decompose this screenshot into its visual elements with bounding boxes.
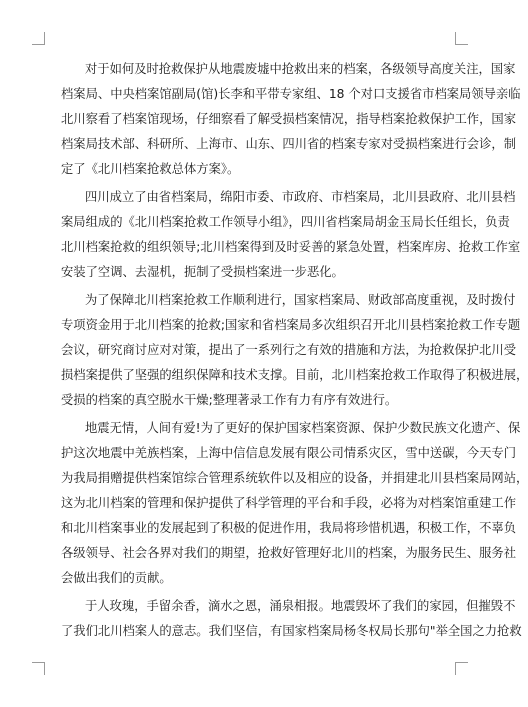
text-line: 北川档案抢救的组织领导;北川档案得到及时妥善的紧急处置，档案库房、抢救工作室 [61,240,521,254]
text-line: 会做出我们的贡献。 [61,571,172,585]
text-line: 安装了空调、去湿机，扼制了受损档案进一步恶化。 [61,265,344,279]
text-line: 对于如何及时抢救保护从地震废墟中抢救出来的档案，各级领导高度关注，国家 [85,62,516,76]
document-body [61,57,528,657]
text-line: 地震无情，人间有爱!为了更好的保护国家档案资源、保护少数民族文化遗产、保 [85,421,521,435]
paragraph-1 [61,57,521,182]
text-line: 受损的档案的真空脱水干燥;整理著录工作有力有序有效进行。 [61,393,398,407]
text-line: 四川成立了由省档案局，绵阳市委、市政府、市档案局，北川县政府、北川县档 [85,190,516,204]
crop-mark-top-left [32,32,45,45]
paragraph-2 [61,185,521,285]
text-line: 专项资金用于北川档案的抢救;国家和省档案局多次组织召开北川县档案抢救工作专题 [61,318,521,332]
text-line: 为了保障北川档案抢救工作顺利进行，国家档案局、财政部高度重视，及时拨付 [85,293,516,307]
text-line: 了我们北川档案人的意志。我们坚信，有国家档案局杨冬权局长那句"举全国之力抢救 [61,624,522,638]
text-line: 各级领导、社会各界对我们的期望，抢救好管理好北川的档案，为服务民生、服务社 [61,546,516,560]
paragraph-5 [61,594,522,644]
text-line: 会议，研究商讨应对对策，提出了一系列行之有效的措施和方法，为抢救保护北川受 [61,343,516,357]
text-line: 和北川档案事业的发展起到了积极的促进作用，我局将珍惜机遇，积极工作，不辜负 [61,521,516,535]
text-line: 案局组成的《北川档案抢救工作领导小组》，四川省档案局胡金玉局长任组长，负责 [61,215,510,229]
text-line: 北川察看了档案馆现场，仔细察看了解受损档案情况，指导档案抢救保护工作，国家 [61,112,516,126]
text-line: 这为北川档案的管理和保护提供了科学管理的平台和手段，必将为对档案馆重建工作 [61,496,516,510]
crop-mark-bottom-right [455,662,468,675]
paragraph-4 [61,416,528,591]
text-line: 档案局、中央档案馆副局(馆)长李和平带专家组、18 个对口支援省市档案局领导亲临 [61,87,521,101]
text-line: 定了《北川档案抢救总体方案》。 [61,162,240,176]
text-line: 于人玫瑰，手留余香，滴水之恩，涌泉相报。地震毁坏了我们的家园，但摧毁不 [85,599,516,613]
text-line: 损档案提供了坚强的组织保障和技术支撑。目前，北川档案抢救工作取得了积极进展， [61,368,528,382]
text-line: 档案局技术部、科研所、上海市、山东、四川省的档案专家对受损档案进行会诊，制 [61,137,516,151]
crop-mark-bottom-left [32,662,45,675]
crop-mark-top-right [455,32,468,45]
text-line: 护这次地震中羌族档案，上海中信信息发展有限公司情系灾区，雪中送碳，今天专门 [61,446,516,460]
text-line: 为我局捐赠提供档案馆综合管理系统软件以及相应的设备，并捐建北川县档案局网站， [61,471,528,485]
paragraph-3 [61,288,528,413]
